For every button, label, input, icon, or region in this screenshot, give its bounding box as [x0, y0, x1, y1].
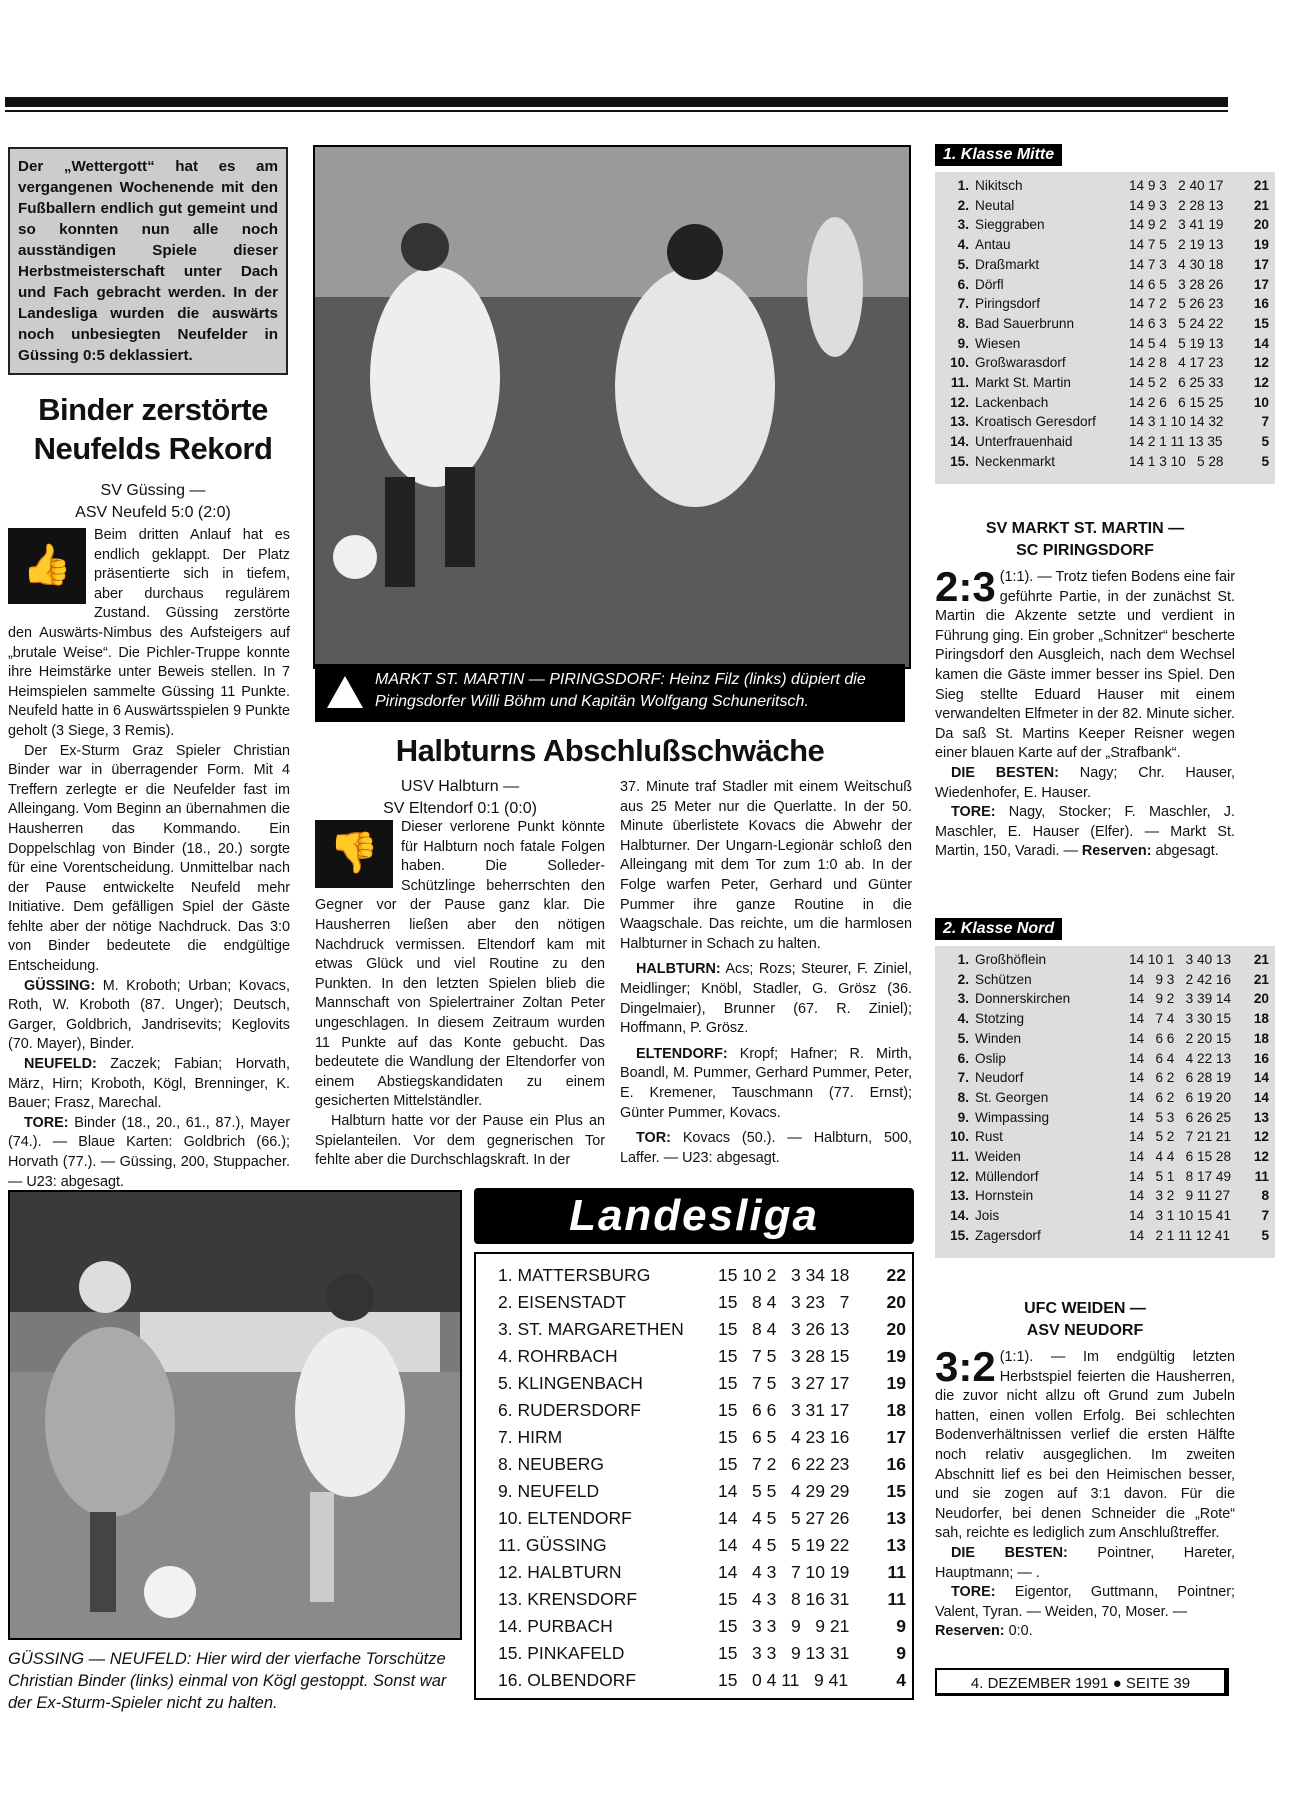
- table-cell-rank: 7.: [957, 296, 969, 312]
- table-row: [498, 1667, 906, 1694]
- table-cell-team: Weiden: [975, 1149, 1021, 1165]
- table-row: [941, 452, 1269, 472]
- article3-reserven: abgesagt.: [1155, 843, 1219, 860]
- table-cell-stats: 14 5 2 7 21 21: [1129, 1129, 1232, 1145]
- table-cell-stats: 14 10 1 3 40 13: [1129, 952, 1232, 967]
- landesliga-table: [474, 1188, 914, 1700]
- table-cell-points: 12: [1253, 1129, 1269, 1145]
- article1-teams-line2: ASV Neufeld 5:0 (2:0): [75, 504, 231, 521]
- table-cell-points: 11: [887, 1589, 906, 1609]
- table-cell-stats: 14 9 3 2 40 17: [1129, 178, 1224, 193]
- table-cell-points: 19: [1253, 237, 1269, 253]
- table-cell-stats: 14 5 1 8 17 49: [1129, 1168, 1232, 1184]
- table-row: [941, 1167, 1269, 1187]
- article4-score: 3:2: [935, 1343, 996, 1390]
- table-cell-stats: 14 4 4 6 15 28: [1129, 1149, 1232, 1165]
- article1-lineup2: Zaczek; Fabian; Horvath, März, Hirn; Kroboth, Kögl, Brenninger, K. Bauer; Frasz, Marechal.: [8, 1056, 291, 1112]
- table-cell-stats: 15 6 6 3 31 17: [718, 1400, 850, 1420]
- table-cell-points: 16: [886, 1454, 906, 1474]
- table-cell-points: 10: [1253, 394, 1269, 410]
- table-cell-rank: 1.: [957, 178, 969, 193]
- table-cell-points: 13: [886, 1535, 906, 1555]
- table-cell-points: 9: [896, 1643, 906, 1663]
- table-row: [941, 176, 1269, 196]
- table-cell-points: 20: [886, 1292, 906, 1312]
- article3: [935, 518, 1235, 862]
- article4-halftime: (1:1).: [999, 1349, 1034, 1365]
- table-row: [498, 1451, 906, 1478]
- table-cell-stats: 15 7 5 3 28 15: [718, 1346, 850, 1366]
- table-row: [941, 393, 1269, 413]
- table-cell-team: Rust: [975, 1129, 1003, 1145]
- table-cell-stats: 14 7 4 3 30 15: [1129, 1011, 1232, 1027]
- table-cell-stats: 14 2 1 11 12 41: [1129, 1227, 1231, 1243]
- table-row: [498, 1559, 906, 1586]
- article3-tore: Nagy, Stocker; F. Maschler, J. Maschler, E. Hauser (Elfer). — Markt St. Martin, 150, Varadi. —: [935, 804, 1235, 860]
- table-cell-points: 11: [887, 1562, 906, 1582]
- table-cell-stats: 14 6 3 5 24 22: [1129, 315, 1224, 331]
- table-cell-points: 12: [1253, 375, 1269, 391]
- table-cell-stats: 14 5 3 6 26 25: [1129, 1109, 1232, 1125]
- table-row: [498, 1262, 906, 1289]
- article3-teams-line1: SV MARKT ST. MARTIN —: [985, 520, 1185, 537]
- table-cell-stats: 14 6 4 4 22 13: [1129, 1050, 1232, 1066]
- table-row: [498, 1640, 906, 1667]
- article1-body: [8, 526, 290, 1192]
- table-cell-rank: 6.: [957, 1050, 969, 1066]
- article4: [935, 1298, 1235, 1642]
- table-cell-stats: 14 6 5 3 28 26: [1129, 276, 1224, 292]
- article2-tore-label: TOR:: [636, 1130, 671, 1147]
- table-cell-rank: 8.: [957, 1089, 969, 1105]
- table-row: [941, 970, 1269, 990]
- table-cell-team: 12. HALBTURN: [498, 1562, 622, 1582]
- table-cell-team: Kroatisch Geresdorf: [975, 414, 1096, 430]
- table-cell-stats: 14 1 3 10 5 28: [1129, 453, 1224, 469]
- match-photo-guessing: [8, 1190, 462, 1640]
- table-cell-team: Donnerskirchen: [975, 991, 1071, 1007]
- match-photo-art: [315, 147, 909, 667]
- table-cell-points: 5: [1261, 453, 1269, 469]
- match-photo2-art: [10, 1192, 460, 1638]
- article3-halftime: (1:1).: [999, 569, 1034, 585]
- table-cell-rank: 7.: [957, 1070, 969, 1086]
- article2-body-right: [620, 778, 912, 1168]
- article2-teams-line2: SV Eltendorf 0:1 (0:0): [383, 800, 537, 817]
- table-cell-points: 21: [1253, 197, 1269, 213]
- photo2-caption: GÜSSING — NEUFELD: Hier wird der vierfache Torschütze Christian Binder (links) einmal von Kögl gestoppt. Sonst war der Ex-Sturm-Spieler nicht zu halten.: [8, 1650, 447, 1712]
- table-cell-stats: 14 9 3 2 42 16: [1129, 971, 1232, 987]
- table-cell-team: Unterfrauenhaid: [975, 434, 1073, 450]
- article4-teams-line1: UFC WEIDEN —: [1024, 1300, 1146, 1317]
- table-cell-rank: 11.: [950, 375, 969, 391]
- article4-reserven: 0:0.: [1008, 1623, 1033, 1640]
- table-row: [941, 950, 1269, 970]
- table-row: [941, 1029, 1269, 1049]
- table-cell-points: 7: [1261, 1208, 1269, 1224]
- intro-box: Der „Wettergott“ hat es am vergangenen Wochenende mit den Fußballern endlich gut gemeint und so konnten nun alle noch ausständigen Spiele dieser Herbstmeisterschaft unter Dach und Fach gebracht werden. In der Landesliga wurden die auswärts noch unbesiegten Neufelder in Güssing 0:5 deklassiert.: [8, 147, 288, 375]
- table-row: [941, 1049, 1269, 1069]
- table-cell-stats: 14 4 3 7 10 19: [718, 1562, 850, 1582]
- article1-p2: Der Ex-Sturm Graz Spieler Christian Binder war in überragender Form. Mit 4 Treffern zerlegte er die Neufelder fast im Alleingang. Vom Beginn an übernahmen die Hausherren das Kommando. Ein Doppelschlag von Binder (18., 20.) sorgte für eine Vorentscheidung. Unmittelbar nach der Pause entwickelte Neufeld mehr Initiative. Dem gefälligen Spiel der Gäste fehlte aber der nötige Nachdruck. Das 3:0 von Binder bedeutete die endgültige Entscheidung.: [8, 742, 290, 975]
- table-cell-stats: 14 3 1 10 15 41: [1129, 1208, 1232, 1224]
- table-cell-points: 15: [1253, 315, 1269, 331]
- table-cell-stats: 15 7 2 6 22 23: [718, 1454, 850, 1474]
- table-cell-team: Stotzing: [975, 1011, 1025, 1027]
- table-cell-points: 12: [1253, 1149, 1269, 1165]
- table-cell-points: 19: [886, 1373, 906, 1393]
- table-cell-stats: 14 6 2 6 19 20: [1129, 1089, 1232, 1105]
- table-cell-team: Wimpassing: [975, 1109, 1050, 1125]
- article3-reserven-label: Reserven:: [1081, 843, 1152, 860]
- table-row: [941, 1088, 1269, 1108]
- table-cell-stats: 15 6 5 4 23 16: [718, 1427, 850, 1447]
- table-cell-rank: 4.: [957, 1011, 969, 1027]
- article3-teams-line2: SC PIRINGSDORF: [1016, 542, 1154, 559]
- table-cell-rank: 11.: [950, 1149, 969, 1165]
- table-cell-stats: 14 6 2 6 28 19: [1129, 1070, 1232, 1086]
- article1-teams-line1: SV Güssing —: [100, 482, 206, 499]
- table-cell-stats: 14 4 5 5 19 22: [718, 1535, 850, 1555]
- table-cell-points: 17: [886, 1427, 906, 1447]
- table-cell-team: Markt St. Martin: [975, 375, 1071, 391]
- article1-lineup2-label: NEUFELD:: [24, 1056, 97, 1073]
- table-cell-team: Neutal: [975, 197, 1015, 213]
- table-cell-rank: 9.: [957, 1109, 969, 1125]
- table-cell-rank: 15.: [950, 453, 969, 469]
- table-row: [941, 255, 1269, 275]
- table-cell-team: 1. MATTERSBURG: [498, 1265, 651, 1285]
- table-row: [498, 1613, 906, 1640]
- table-row: [941, 314, 1269, 334]
- table-cell-stats: 14 2 6 6 15 25: [1129, 394, 1224, 410]
- table-row: [941, 989, 1269, 1009]
- table-cell-team: 8. NEUBERG: [498, 1454, 604, 1474]
- table-cell-team: Hornstein: [975, 1188, 1034, 1204]
- top-rule-thin: [5, 110, 1228, 112]
- table-cell-team: St. Georgen: [975, 1089, 1049, 1105]
- klasse-nord-title: 2. Klasse Nord: [935, 918, 1062, 940]
- table-cell-points: 8: [1261, 1188, 1269, 1204]
- table-cell-stats: 14 7 3 4 30 18: [1129, 256, 1224, 272]
- table-row: [498, 1586, 906, 1613]
- klasse-nord-rows: [935, 946, 1275, 1258]
- table-cell-team: Winden: [975, 1030, 1022, 1046]
- table-cell-stats: 14 3 1 10 14 32: [1129, 414, 1224, 430]
- table-row: [941, 412, 1269, 432]
- table-cell-stats: 15 3 3 9 13 31: [718, 1643, 850, 1663]
- table-row: [498, 1505, 906, 1532]
- article3-tore-label: TORE:: [951, 804, 996, 821]
- table-cell-rank: 14.: [950, 434, 969, 450]
- table-cell-stats: 14 9 3 2 28 13: [1129, 197, 1224, 213]
- landesliga-rows: [474, 1252, 914, 1700]
- article2-teams-line1: USV Halbturn —: [400, 778, 520, 795]
- table-row: [941, 1068, 1269, 1088]
- table-cell-team: 3. ST. MARGARETHEN: [498, 1319, 684, 1339]
- article1-teams: [8, 480, 298, 524]
- table-cell-stats: 14 6 6 2 20 15: [1129, 1030, 1232, 1046]
- klasse-mitte-table: [935, 144, 1275, 484]
- table-cell-points: 7: [1261, 414, 1269, 430]
- table-cell-stats: 14 4 5 5 27 26: [718, 1508, 850, 1528]
- table-cell-rank: 10.: [950, 1129, 969, 1145]
- article3-score: 2:3: [935, 563, 996, 610]
- table-cell-points: 17: [1253, 276, 1269, 292]
- table-cell-points: 20: [886, 1319, 906, 1339]
- article4-besten-label: DIE BESTEN:: [951, 1544, 1068, 1561]
- table-cell-team: Sieggraben: [975, 217, 1045, 233]
- table-cell-points: 13: [886, 1508, 906, 1528]
- triangle-icon: [327, 676, 363, 708]
- article2-headline: Halbturns Abschlußschwäche: [395, 733, 825, 768]
- article2-p1: Dieser verlorene Punkt könnte für Halbturn noch fatale Folgen haben. Die Solleder-Schützlinge beherrschten den Gegner vor der Pause ganz klar. Die Hausherren ließen aber den nötigen Nachdruck vermissen. Eltendorf kam mit etwas Glück und viel Routine zu den Punkten. In den letzten Spielen blieb die Mannschaft von Spielertrainer Zoltan Peter ungeschlagen. In diesem Zeitraum wurden 11 Punkte auf das Konte gebucht. Das bedeutete die Wandlung der Eltendorfer von einem Abstiegskandidaten zu einem gesicherten Mittelständler.: [315, 819, 605, 1110]
- table-cell-team: Zagersdorf: [975, 1227, 1041, 1243]
- table-cell-team: 2. EISENSTADT: [498, 1292, 627, 1312]
- thumbs-up-icon: 👍: [8, 528, 86, 604]
- table-row: [941, 373, 1269, 393]
- table-cell-stats: 15 3 3 9 9 21: [718, 1616, 850, 1636]
- article2-lineup1: Acs; Rozs; Steurer, F. Ziniel, Meidlinger; Knöbl, Stadler, G. Grösz (36. Dingelmaier), Brunner (67. R. Ziniel); Hoffmann, P. Grösz.: [620, 961, 912, 1037]
- article4-tore: Eigentor, Guttmann, Pointner; Valent, Tyran. — Weiden, 70, Moser. —: [935, 1584, 1235, 1620]
- table-row: [941, 1226, 1269, 1246]
- article1-lineup1-label: GÜSSING:: [24, 977, 96, 994]
- table-cell-rank: 9.: [957, 335, 969, 351]
- article2-p3: 37. Minute traf Stadler mit einem Weitschuß aus 25 Meter nur die Querlatte. In der 50. Minute überlistete Kovacs die Abwehr der Halbturner. Der Ungarn-Legionär schloß den Alleingang mit dem Tor zum 1:0 ab. In der Folge warfen Peter, Gerhard und Günter Pummer ihre ganze Routine in die Waagschale. Das reichte, um die harmlosen Halbturner in Schach zu halten.: [620, 779, 912, 952]
- table-row: [941, 1147, 1269, 1167]
- table-cell-stats: 14 9 2 3 41 19: [1129, 217, 1224, 233]
- table-cell-stats: 14 2 8 4 17 23: [1129, 355, 1224, 371]
- table-cell-stats: 15 4 3 8 16 31: [718, 1589, 850, 1609]
- table-cell-rank: 2.: [957, 197, 969, 213]
- table-cell-rank: 4.: [957, 237, 969, 253]
- table-cell-points: 19: [886, 1346, 906, 1366]
- table-cell-rank: 10.: [950, 355, 969, 371]
- table-cell-points: 5: [1261, 1227, 1269, 1243]
- table-cell-team: Antau: [975, 237, 1011, 253]
- table-cell-points: 14: [1253, 1089, 1269, 1105]
- table-cell-team: Müllendorf: [975, 1168, 1039, 1184]
- table-cell-team: 9. NEUFELD: [498, 1481, 600, 1501]
- article3-besten: Nagy; Chr. Hauser, Wiedenhofer, E. Hauser.: [935, 764, 1236, 801]
- table-row: [498, 1343, 906, 1370]
- photo1-caption: MARKT ST. MARTIN — PIRINGSDORF: Heinz Filz (links) düpiert die Piringsdorfer Willi Böhm und Kapitän Wolfgang Schuneritsch.: [315, 664, 905, 722]
- article1-tore: Binder (18., 20., 61., 87.), Mayer (74.). — Blaue Karten: Goldbrich (66.); Horvath (77.). — Güssing, 200, Stuppacher. — U23: abgesagt.: [8, 1114, 290, 1190]
- table-cell-points: 13: [1253, 1109, 1269, 1125]
- table-cell-team: 6. RUDERSDORF: [498, 1400, 641, 1420]
- table-cell-stats: 15 8 4 3 23 7: [718, 1292, 850, 1312]
- table-row: [941, 353, 1269, 373]
- table-cell-points: 5: [1261, 434, 1269, 450]
- table-cell-team: 5. KLINGENBACH: [498, 1373, 643, 1393]
- table-cell-rank: 14.: [950, 1208, 969, 1224]
- table-row: [941, 1127, 1269, 1147]
- table-cell-team: 11. GÜSSING: [498, 1535, 607, 1555]
- table-cell-team: 4. ROHRBACH: [498, 1346, 618, 1366]
- table-row: [941, 1186, 1269, 1206]
- table-cell-points: 21: [1253, 971, 1269, 987]
- article1-p1: Beim dritten Anlauf hat es endlich geklappt. Der Platz präsentierte sich in tiefem, aber durchaus regulärem Zustand. Güssing zerstörte den Auswärts-Nimbus des Aufsteigers auf „brutale Weise“. Die Pichler-Truppe konnte ihre Heimstärke unter Beweis stellen. In 7 Heimspielen sammelte Güssing 11 Punkte. Neufeld hatte in 6 Auswärtsspielen 9 Punkte geholt (3 Siege, 3 Remis).: [8, 527, 290, 739]
- table-cell-stats: 15 7 5 3 27 17: [718, 1373, 850, 1393]
- table-cell-rank: 5.: [957, 256, 969, 272]
- table-cell-stats: 14 9 2 3 39 14: [1129, 991, 1232, 1007]
- table-row: [941, 1009, 1269, 1029]
- table-cell-stats: 14 2 1 11 13 35: [1129, 434, 1223, 450]
- table-cell-rank: 2.: [957, 971, 969, 987]
- table-cell-team: Neudorf: [975, 1070, 1024, 1086]
- table-cell-points: 18: [1253, 1030, 1269, 1046]
- article4-teams-line2: ASV NEUDORF: [1026, 1322, 1144, 1339]
- table-cell-points: 12: [1253, 355, 1269, 371]
- table-cell-rank: 15.: [950, 1227, 969, 1243]
- table-cell-rank: 8.: [957, 315, 969, 331]
- table-cell-team: Dörfl: [975, 276, 1004, 292]
- table-row: [941, 1108, 1269, 1128]
- table-cell-stats: 15 0 4 11 9 41: [718, 1670, 849, 1690]
- article3-p1: — Trotz tiefen Bodens eine fair geführte Partie, in der zunächst St. Martin die Akzente setzte und verdient in Führung ging. Ein grober „Schnitzer“ bescherte Piringsdorf den Ausgleich, nach dem Wechsel kamen die Gäste immer besser ins Spiel. Den Sieg stellte Eduard Hauser mit einem verwandelten Elfmeter in der 82. Minute sicher. Da saß St. Martins Keeper Reisner wegen einer blauen Karte auf der „Strafbank“.: [935, 569, 1236, 762]
- table-cell-team: 14. PURBACH: [498, 1616, 613, 1636]
- table-cell-rank: 1.: [957, 952, 969, 967]
- table-cell-team: Lackenbach: [975, 394, 1049, 410]
- table-cell-points: 14: [1253, 1070, 1269, 1086]
- table-cell-stats: 15 10 2 3 34 18: [718, 1265, 850, 1285]
- top-rule: [5, 97, 1228, 107]
- table-cell-rank: 3.: [957, 217, 969, 233]
- table-cell-points: 11: [1254, 1168, 1269, 1184]
- table-cell-points: 22: [886, 1265, 906, 1285]
- table-cell-team: 13. KRENSDORF: [498, 1589, 638, 1609]
- table-cell-points: 16: [1253, 296, 1269, 312]
- table-cell-stats: 14 5 5 4 29 29: [718, 1481, 850, 1501]
- table-cell-team: 15. PINKAFELD: [498, 1643, 625, 1663]
- table-cell-rank: 12.: [950, 1168, 969, 1184]
- table-cell-points: 20: [1253, 991, 1269, 1007]
- article2-teams: [315, 776, 605, 820]
- table-row: [941, 235, 1269, 255]
- table-cell-points: 17: [1253, 256, 1269, 272]
- table-cell-team: Piringsdorf: [975, 296, 1040, 312]
- article4-p1: — Im endgültig letzten Herbstspiel feierten die Hausherren, die zuvor nicht allzu oft Grund zum Jubeln hatten, einen vollen Erfolg. Bei schlechten Bodenverhältnissen verlief die ersten Hälfte noch relativ ausgeglichen. Im zweiten Abschnitt lief es bei den Heimischen besser, und sie zogen auf 3:1 davon. Für die Neudorfer, bei denen Schneider die „Rote“ sah, reichte es lediglich zum Anschlußtreffer.: [935, 1349, 1236, 1542]
- table-row: [498, 1532, 906, 1559]
- klasse-nord-table: [935, 918, 1275, 1258]
- table-cell-team: Jois: [975, 1208, 1000, 1224]
- table-cell-stats: 14 3 2 9 11 27: [1129, 1188, 1231, 1204]
- table-row: [498, 1478, 906, 1505]
- table-cell-team: Neckenmarkt: [975, 453, 1056, 469]
- table-cell-rank: 13.: [950, 414, 969, 430]
- article2-lineup2: Kropf; Hafner; R. Mirth, Boandl, M. Pummer, Gerhard Pummer, Peter, E. Kremener, Tauschmann (77. Ernst); Günter Pummer, Kovacs.: [620, 1045, 912, 1121]
- article1-headline: Binder zerstörte Neufelds Rekord: [33, 392, 273, 466]
- table-row: [498, 1370, 906, 1397]
- table-row: [941, 294, 1269, 314]
- table-cell-points: 21: [1253, 178, 1269, 193]
- table-cell-points: 14: [1253, 335, 1269, 351]
- table-row: [941, 334, 1269, 354]
- table-row: [498, 1316, 906, 1343]
- table-cell-team: Nikitsch: [975, 178, 1023, 193]
- article4-reserven-label: Reserven:: [935, 1623, 1005, 1640]
- table-cell-points: 20: [1253, 217, 1269, 233]
- table-cell-team: 16. OLBENDORF: [498, 1670, 637, 1690]
- table-cell-team: Großhöflein: [975, 952, 1047, 967]
- table-row: [941, 196, 1269, 216]
- table-row: [941, 215, 1269, 235]
- table-cell-rank: 12.: [950, 394, 969, 410]
- table-cell-points: 18: [1253, 1011, 1269, 1027]
- table-cell-points: 21: [1253, 952, 1269, 967]
- article4-tore-label: TORE:: [951, 1584, 996, 1601]
- thumbs-down-icon: 👎: [315, 820, 393, 888]
- table-row: [498, 1424, 906, 1451]
- table-cell-team: Schützen: [975, 971, 1032, 987]
- table-cell-stats: 14 5 2 6 25 33: [1129, 375, 1224, 391]
- table-cell-team: Wiesen: [975, 335, 1021, 351]
- table-cell-team: 7. HIRM: [498, 1427, 563, 1447]
- table-cell-rank: 6.: [957, 276, 969, 292]
- table-row: [498, 1397, 906, 1424]
- article1-lineup1: M. Kroboth; Urban; Kovacs, Roth, W. Kroboth (87. Unger); Deutsch, Garger, Goldbrich, Jandrisevits; Keglovits (70. Mayer), Binder.: [8, 977, 290, 1053]
- table-cell-team: Großwarasdorf: [975, 355, 1066, 371]
- table-row: [941, 1206, 1269, 1226]
- article2-body-left: [315, 818, 605, 1171]
- article2-p2: Halbturn hatte vor der Pause ein Plus an Spielanteilen. Vor dem gegnerischen Tor fehlte aber die Durchschlagskraft. In der: [315, 1112, 605, 1169]
- table-row: [941, 275, 1269, 295]
- table-cell-rank: 3.: [957, 991, 969, 1007]
- article1-tore-label: TORE:: [24, 1114, 69, 1131]
- article4-besten: Pointner, Hareter, Hauptmann; — .: [935, 1544, 1235, 1581]
- table-cell-team: 10. ELTENDORF: [498, 1508, 632, 1528]
- klasse-mitte-rows: [935, 172, 1275, 484]
- article2-lineup1-label: HALBTURN:: [636, 961, 721, 978]
- article3-besten-label: DIE BESTEN:: [951, 764, 1059, 781]
- table-cell-rank: 5.: [957, 1030, 969, 1046]
- table-cell-stats: 15 8 4 3 26 13: [718, 1319, 850, 1339]
- table-cell-team: Bad Sauerbrunn: [975, 315, 1075, 331]
- landesliga-title: Landesliga: [474, 1188, 914, 1244]
- table-cell-rank: 13.: [950, 1188, 969, 1204]
- table-cell-points: 9: [896, 1616, 906, 1636]
- table-cell-stats: 14 7 2 5 26 23: [1129, 296, 1224, 312]
- klasse-mitte-title: 1. Klasse Mitte: [935, 144, 1062, 166]
- page-footer: 4. DEZEMBER 1991 ● SEITE 39: [935, 1668, 1229, 1696]
- table-cell-stats: 14 5 4 5 19 13: [1129, 335, 1224, 351]
- table-cell-points: 18: [886, 1400, 906, 1420]
- table-row: [941, 432, 1269, 452]
- match-photo-st-martin: [313, 145, 911, 669]
- article2-tore: Kovacs (50.). — Halbturn, 500, Laffer. — U23: abgesagt.: [620, 1130, 913, 1166]
- table-cell-points: 4: [896, 1670, 906, 1690]
- table-row: [498, 1289, 906, 1316]
- table-cell-points: 16: [1253, 1050, 1269, 1066]
- table-cell-stats: 14 7 5 2 19 13: [1129, 237, 1224, 253]
- table-cell-team: Oslip: [975, 1050, 1006, 1066]
- table-cell-points: 15: [886, 1481, 906, 1501]
- article2-lineup2-label: ELTENDORF:: [636, 1045, 728, 1062]
- table-cell-team: Draßmarkt: [975, 256, 1040, 272]
